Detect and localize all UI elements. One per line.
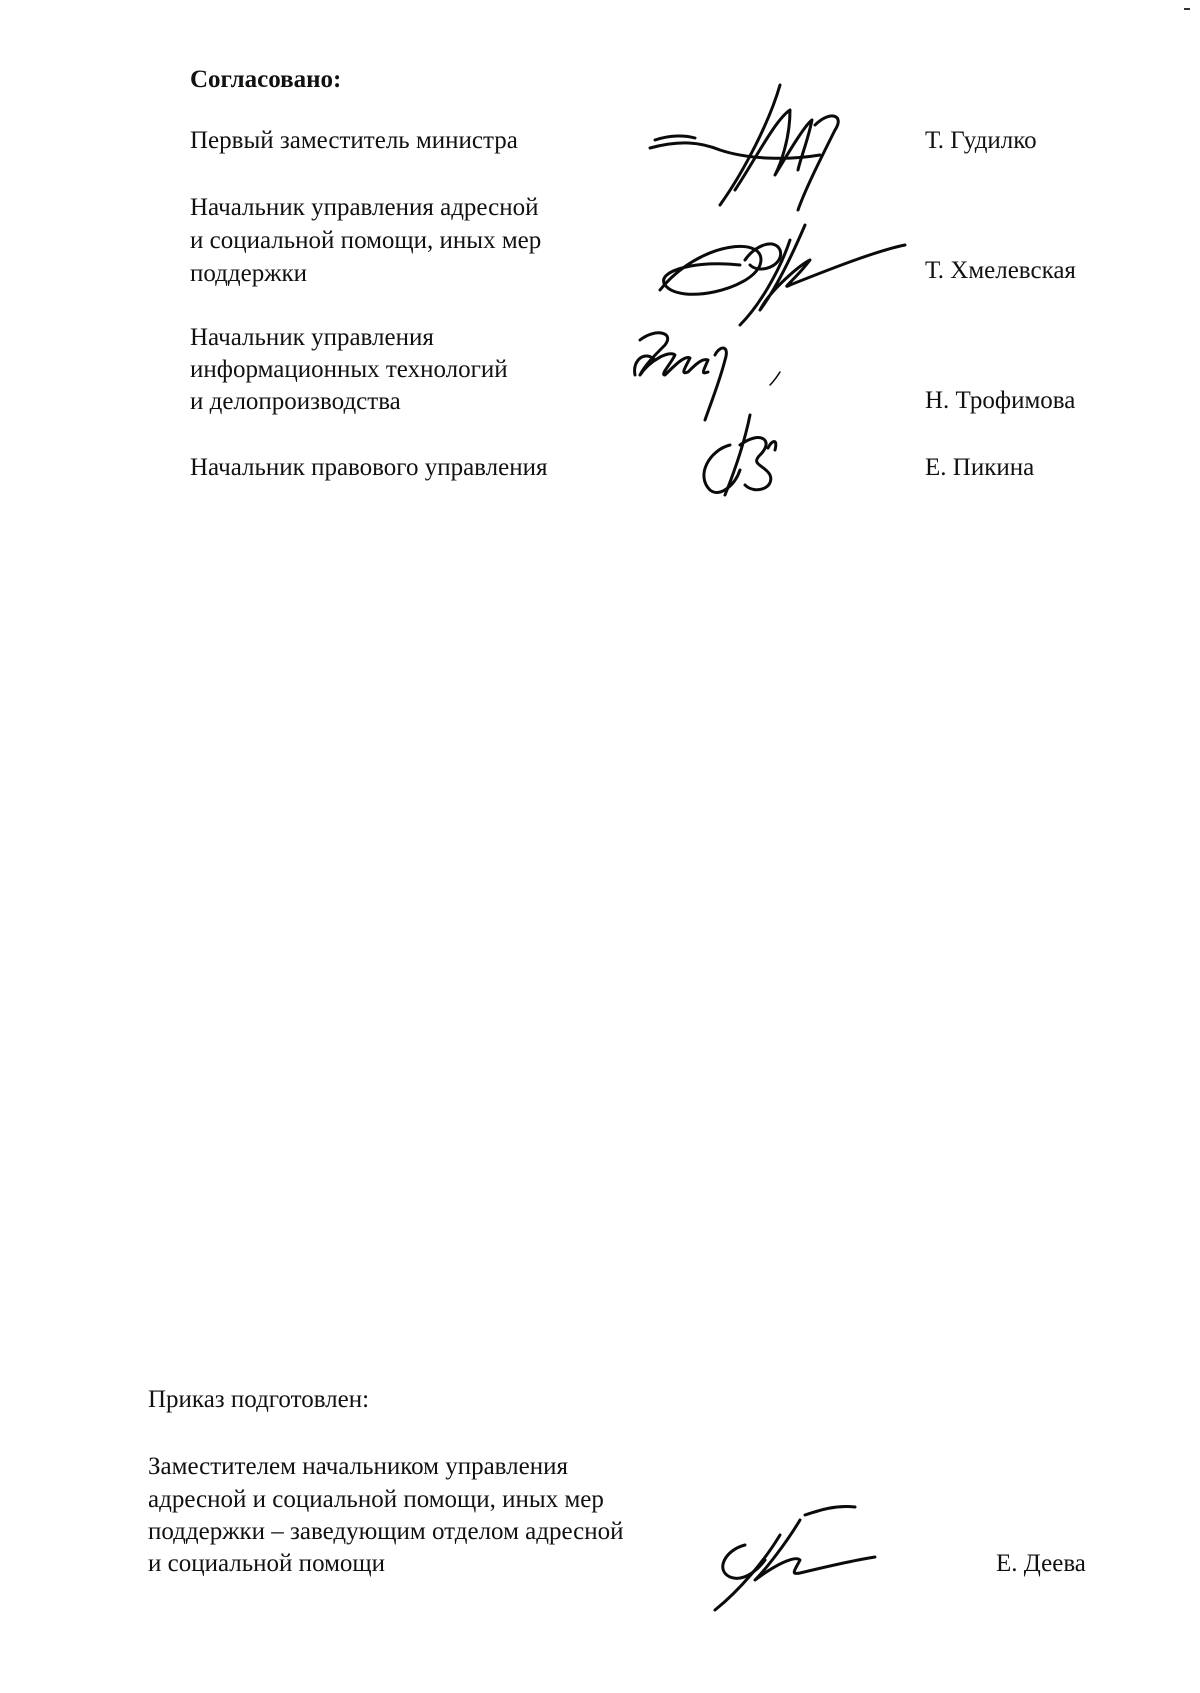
- approver-position-line: и социальной помощи, иных мер: [190, 227, 542, 254]
- approver-name-trofimova: Н. Трофимова: [925, 387, 1076, 414]
- preparer-position-line: Заместителем начальником управления: [148, 1453, 568, 1480]
- signature-gudilko: [640, 80, 870, 220]
- approver-name-gudilko: Т. Гудилко: [925, 127, 1037, 154]
- approver-name-pikina: Е. Пикина: [925, 454, 1035, 481]
- approver-position-line: Начальник управления адресной: [190, 194, 539, 221]
- prepared-heading: Приказ подготовлен:: [148, 1386, 370, 1413]
- approver-name-khmelevskaya: Т. Хмелевская: [925, 257, 1076, 284]
- approver-position-head-legal-department: Начальник правового управления: [190, 454, 548, 481]
- signature-deeva: [705, 1505, 885, 1615]
- approval-heading: Согласовано:: [190, 66, 342, 93]
- preparer-name-deeva: Е. Деева: [996, 1550, 1086, 1577]
- preparer-position-line: и социальной помощи: [148, 1550, 386, 1577]
- signature-pikina: [690, 410, 810, 500]
- preparer-position-line: поддержки – заведующим отделом адресной: [148, 1518, 624, 1545]
- preparer-position-line: адресной и социальной помощи, иных мер: [148, 1486, 604, 1513]
- approver-position-line: Начальник управления: [190, 324, 434, 351]
- scan-artifact: [1184, 8, 1190, 10]
- approver-position-first-deputy-minister: Первый заместитель министра: [190, 127, 518, 154]
- approver-position-line: поддержки: [190, 260, 307, 287]
- signature-khmelevskaya: [640, 220, 910, 330]
- approver-position-line: и делопроизводства: [190, 388, 401, 415]
- approver-position-line: информационных технологий: [190, 356, 508, 383]
